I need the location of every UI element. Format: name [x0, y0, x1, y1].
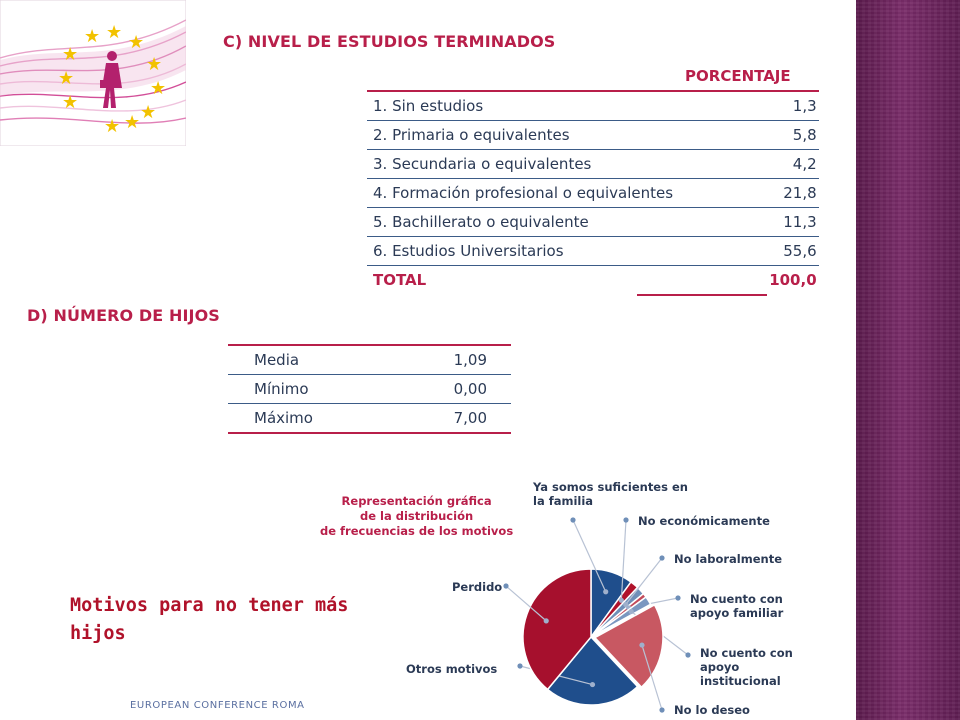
table-row [367, 91, 819, 121]
children-stats-table [228, 344, 511, 434]
row-value: 7,00 [395, 404, 511, 434]
motives-pie-chart [300, 470, 840, 720]
total-value: 100,0 [769, 271, 817, 289]
leader-dot [517, 663, 522, 668]
svg-text:★: ★ [104, 116, 121, 137]
row-value: 21,8 [679, 179, 819, 208]
chart-title: Representación gráfica de la distribución de frecuencias de los motivos [320, 494, 514, 538]
row-value: 4,2 [679, 150, 819, 179]
svg-text:★: ★ [150, 78, 167, 99]
leader-dot [570, 517, 575, 522]
leader-dot [685, 652, 690, 657]
svg-text:★: ★ [106, 22, 123, 43]
leader-dot [544, 618, 549, 623]
row-value: 55,6 [679, 237, 819, 266]
row-label: Máximo [228, 404, 395, 434]
row-value: 1,09 [395, 345, 511, 375]
pie-slice-label: Otros motivos [406, 662, 498, 676]
row-value: 11,3 [679, 208, 819, 237]
total-underline [637, 294, 767, 296]
pie-slice-label: No cuento con apoyo familiar [690, 592, 784, 620]
svg-text:★: ★ [146, 54, 163, 75]
row-label: 6. Estudios Universitarios [367, 237, 679, 266]
row-value: 0,00 [395, 375, 511, 404]
leader-dot [659, 555, 664, 560]
leader-dot [629, 609, 634, 614]
footer-text: EUROPEAN CONFERENCE ROMA [130, 700, 305, 711]
table-row [367, 208, 819, 237]
svg-text:★: ★ [62, 44, 79, 65]
table-row [367, 150, 819, 179]
leader-dot [590, 682, 595, 687]
row-value: 1,3 [679, 91, 819, 121]
svg-text:★: ★ [84, 26, 101, 47]
percentage-header: PORCENTAJE [679, 62, 819, 91]
eu-women-logo [0, 0, 186, 146]
table-header-row [367, 62, 819, 91]
section-c-title: C) NIVEL DE ESTUDIOS TERMINADOS [223, 32, 556, 51]
pie-slice-label: No lo deseo [674, 703, 750, 717]
leader-dot [659, 707, 664, 712]
leader-dot [639, 642, 644, 647]
row-label: 3. Secundaria o equivalentes [367, 150, 679, 179]
svg-text:★: ★ [62, 92, 79, 113]
svg-text:★: ★ [124, 112, 141, 133]
row-label: Media [228, 345, 395, 375]
row-label: 5. Bachillerato o equivalente [367, 208, 679, 237]
row-label: 2. Primaria o equivalentes [367, 121, 679, 150]
motivos-heading: Motivos para no tener más hijos [70, 595, 349, 644]
leader-dot [623, 517, 628, 522]
table-row [367, 179, 819, 208]
svg-text:★: ★ [58, 68, 75, 89]
row-label: 4. Formación profesional o equivalentes [367, 179, 679, 208]
row-value: 5,8 [679, 121, 819, 150]
pie-slice-label: No laboralmente [674, 552, 783, 566]
table-row [367, 237, 819, 266]
pie-slice-label: No económicamente [638, 514, 770, 528]
table-row [228, 345, 511, 375]
svg-text:★: ★ [140, 102, 157, 123]
table-row [228, 375, 511, 404]
leader-dot [603, 589, 608, 594]
table-row [228, 404, 511, 434]
pie-slice-label: Perdido [452, 580, 503, 594]
svg-text:★: ★ [128, 32, 145, 53]
total-label: TOTAL [373, 271, 427, 289]
leader-dot [503, 583, 508, 588]
row-label: 1. Sin estudios [367, 91, 679, 121]
leader-dot [675, 595, 680, 600]
section-d-title: D) NÚMERO DE HIJOS [27, 306, 220, 325]
total-row [367, 266, 819, 295]
education-level-table [367, 62, 819, 294]
decorative-side-band [856, 0, 960, 720]
pie-slice-label: No cuento con apoyo institucional [700, 646, 793, 688]
row-label: Mínimo [228, 375, 395, 404]
table-row [367, 121, 819, 150]
pie-slice-label: Ya somos suficientes en la familia [533, 480, 688, 508]
